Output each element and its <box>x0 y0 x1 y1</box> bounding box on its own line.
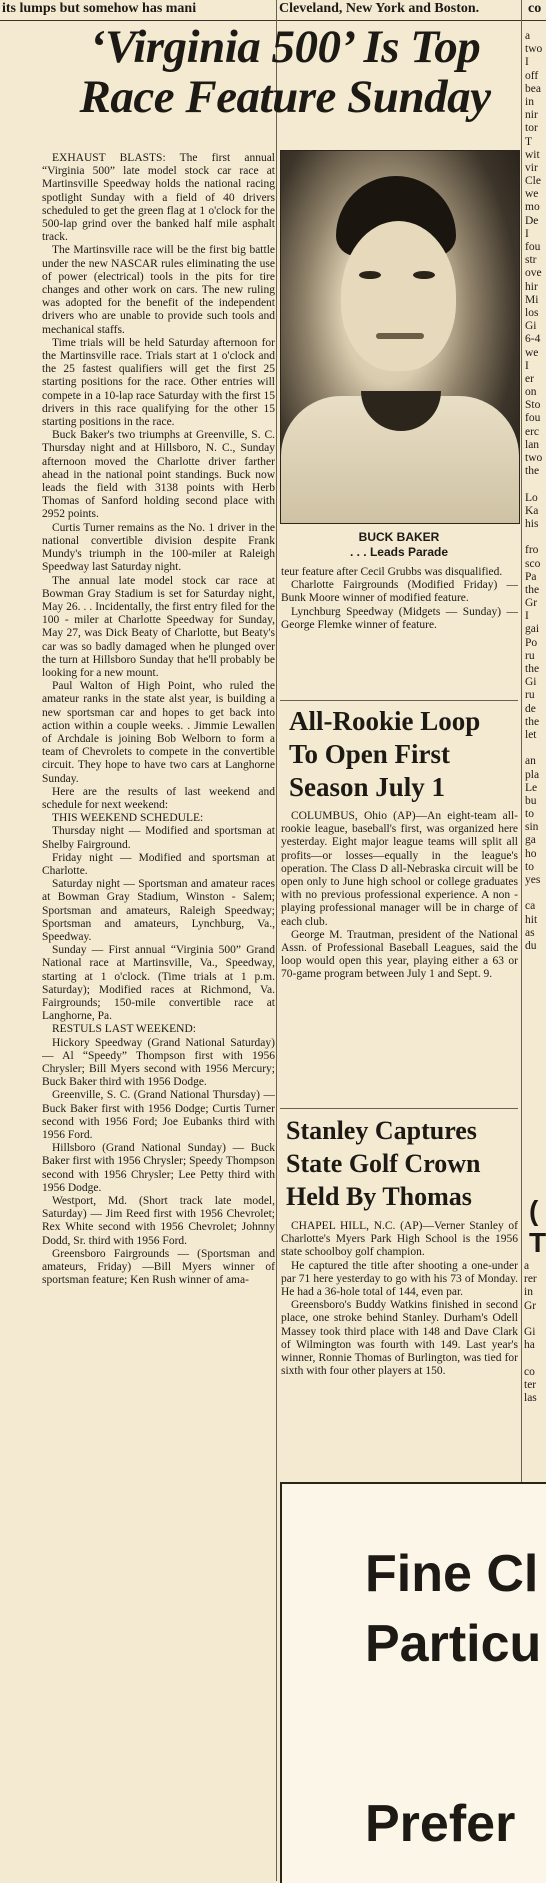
edge-line: las <box>524 1391 537 1404</box>
right-edge-column-lower <box>524 1260 546 1405</box>
para-2: The Martinsville race will be the first big battle under the new NASCAR rules eliminating the use of power (electrical) tools in the pits for tire changes and other work on cars. The new ruling was adopted for the benefit of the independent drivers who are unable to provide such tools and mechanical staffs. <box>42 244 275 336</box>
photo-caption-subtitle: . . . Leads Parade <box>349 545 449 559</box>
edge-line: the <box>525 715 540 728</box>
edge-line: fou <box>525 241 541 253</box>
edge-line <box>525 531 546 544</box>
continued-2: Charlotte Fairgrounds (Modified Friday) — Bunk Moore winner of modified feature. <box>281 579 518 605</box>
schedule-item-2: Friday night — Modified and sportsman at Charlotte. <box>42 851 275 877</box>
story3-para-1: CHAPEL HILL, N.C. (AP)—Verner Stanley of Charlotte's Myers Park High School is the 1956 state schoolboy golf champion. <box>281 1220 518 1259</box>
main-headline <box>40 22 530 122</box>
edge-line: Le <box>525 781 538 794</box>
edge-line: Gi <box>524 1325 536 1338</box>
story3-para-3: Greensboro's Buddy Watkins finished in second place, one stroke behind Stanley. Durham's Odell Massey took third place with 148 and Dave Clark of Wilmington was fourth with 149. Last year's winner, Ronnie Thomas of Burlington, was tied for sixth with four other players at 150. <box>281 1299 518 1378</box>
edge-big-letters <box>529 1195 546 1259</box>
edge-line: Mi <box>525 293 539 306</box>
edge-line: in <box>525 95 534 108</box>
driver-photo <box>280 150 520 524</box>
edge-line: Po <box>525 636 538 649</box>
result-item-1: Hickory Speedway (Grand National Saturday) — Al “Speedy” Thompson first with 1956 Chrysler; Bill Myers second with 1956 Mercury; Buck Baker third with 1956 Dodge. <box>42 1036 275 1089</box>
edge-line: sin <box>525 821 539 834</box>
story2-body <box>281 810 518 982</box>
edge-line: ho <box>525 847 537 860</box>
left-column <box>42 152 275 1881</box>
edge-line: two <box>525 43 543 56</box>
story3-headline-line1: Stanley Captures <box>286 1116 477 1145</box>
edge-line: wit <box>525 148 540 161</box>
edge-line: du <box>525 939 537 952</box>
results-heading: RESTULS LAST WEEKEND: <box>52 1023 196 1036</box>
edge-line: ter <box>524 1378 537 1391</box>
para-6: The annual late model stock car race at Bowman Gray Stadium is set for Saturday night, May 26. . . Incidentally, the first entry filed for the 100 - miler at Charlotte Speedway for Sunday, May 27, was Dick Beaty of Charlotte, but Beaty's car was so badly damaged when he plunged over the turn at Hillsboro Sunday that he'll probably be looking for a new mount. <box>42 574 275 679</box>
edge-line: a <box>525 30 531 42</box>
edge-line: de <box>525 702 536 715</box>
edge-line: ha <box>524 1339 535 1352</box>
schedule-item-4: Sunday — First annual “Virginia 500” Grand National race at Martinsville, Va., Speedway, starting at 1 o'clock. (Time trials at 1 p.m. Saturday); Modified races at Richmond, Va. Fairgrounds; 150-mile convertible race at Langhorne, Pa. <box>42 944 275 1023</box>
edge-line: two <box>525 452 543 464</box>
main-headline-line2: Race Feature Sunday <box>79 71 491 123</box>
edge-line: in <box>524 1286 533 1299</box>
edge-line: the <box>525 663 540 675</box>
ad-line-3: Prefer <box>365 1795 516 1853</box>
edge-line: Gi <box>525 676 537 689</box>
story2-para-2: George M. Trautman, president of the National Assn. of Professional Baseball Leagues, said the loop would open this year, playing either a 63 or 70-game program between July 1 and Sept. 9. <box>281 928 518 981</box>
edge-line: off <box>525 69 539 82</box>
photo-caption-name: BUCK BAKER <box>358 530 440 544</box>
edge-line: bea <box>525 82 541 95</box>
edge-line: co <box>524 1365 535 1378</box>
story3-headline-line3: Held By Thomas <box>286 1182 472 1211</box>
edge-line <box>524 1313 546 1326</box>
result-item-2: Greenville, S. C. (Grand National Thursday) — Buck Baker first with 1956 Dodge; Curtis Turner second with 1956 Ford; Joe Eubanks third with 1956 Ford. <box>42 1089 275 1142</box>
edge-big-letter-1: ( <box>529 1195 539 1226</box>
top-strip-right: co <box>528 1 542 16</box>
main-headline-line1: ‘Virginia 500’ Is Top <box>89 21 481 73</box>
edge-line: Gr <box>525 597 538 610</box>
continued-1: teur feature after Cecil Grubbs was disqualified. <box>281 566 503 578</box>
edge-line: I <box>525 227 529 240</box>
edge-line: ca <box>525 900 536 913</box>
column-rule-center <box>276 0 277 1881</box>
top-strip <box>0 0 546 21</box>
edge-line: los <box>525 306 539 319</box>
edge-line: I <box>525 359 529 372</box>
edge-line: the <box>525 465 540 478</box>
edge-line: mo <box>525 201 540 214</box>
para-1: EXHAUST BLASTS: The first annual “Virginia 500” late model stock car race at Martinsville Speedway holds the national racing spotlight Sunday with a field of 40 drivers scheduled to get the green flag at 1 o'clock for the 500-lap grind over the banked half mile asphalt track. <box>42 152 275 244</box>
edge-line: his <box>525 517 539 530</box>
edge-line: De <box>525 214 539 227</box>
edge-line: sco <box>525 557 541 570</box>
edge-line: vir <box>525 161 538 174</box>
edge-line: pla <box>525 768 540 781</box>
para-3: Time trials will be held Saturday afternoon for the Martinsville race. Trials start at 1 o'clock and the 25 fastest qualifiers will get the first 25 starting positions for the race. Other entries will compete in a 10-lap race Saturday with the first 15 drivers in this race qualifying for the other 15 starting positions in the race. <box>42 336 275 429</box>
edge-line: ru <box>525 689 535 702</box>
story2-headline-line3: Season July 1 <box>289 772 446 802</box>
story2-headline-line1: All-Rookie Loop <box>289 706 481 736</box>
divider-2 <box>280 1108 518 1109</box>
continued-3: Lynchburg Speedway (Midgets — Sunday) — George Flemke winner of feature. <box>281 605 518 631</box>
edge-line: as <box>525 926 535 939</box>
edge-line: Gi <box>525 320 537 333</box>
schedule-heading: THIS WEEKEND SCHEDULE: <box>52 812 204 825</box>
edge-line: ru <box>525 649 535 662</box>
edge-line: rer <box>524 1273 537 1286</box>
story2-headline <box>289 705 519 804</box>
edge-line: Sto <box>525 399 541 412</box>
ad-line-1: Fine Cl <box>365 1545 539 1603</box>
story3-headline-line2: State Golf Crown <box>286 1149 481 1178</box>
edge-line: 6-4 <box>525 333 541 346</box>
edge-line: ga <box>525 834 536 847</box>
ad-line-2: Particu <box>365 1615 542 1673</box>
edge-big-letter-2: T <box>529 1227 546 1258</box>
edge-line: let <box>525 728 537 741</box>
edge-line: nir <box>525 109 538 122</box>
edge-line <box>525 887 546 900</box>
result-item-4: Westport, Md. (Short track late model, Saturday) — Jim Reed first with 1956 Chevrolet; Rex White second with 1956 Chevrolet; Johnny Dodd, Sr. third with 1956 Ford. <box>42 1195 275 1247</box>
photo-caption <box>280 530 518 560</box>
story3-body <box>281 1220 518 1378</box>
edge-line: Gr <box>524 1299 537 1312</box>
top-strip-left: its lumps but somehow has mani <box>2 1 197 16</box>
edge-line: to <box>525 860 534 873</box>
edge-line: erc <box>525 425 540 438</box>
advertisement <box>280 1482 546 1883</box>
para-4: Buck Baker's two triumphs at Greenville, S. C. Thursday night and at Hillsboro, N. C., Sunday afternoon moved the Charlotte driver farther ahead in the national point standings. Buck now leads the field with 3138 points with Herb Thomas of Sanford holding second place with 2952 points. <box>42 429 275 521</box>
edge-line: gai <box>525 623 540 636</box>
edge-line: str <box>525 254 537 267</box>
schedule-item-3: Saturday night — Sportsman and amateur races at Bowman Gray Stadium, Winston - Salem; Sportsman and amateurs, Raleigh Speedway; Sportsman and amateurs, Lynchburg, Va., Speedway. <box>42 878 275 943</box>
edge-line: er <box>525 372 534 385</box>
edge-line: we <box>525 346 539 359</box>
schedule-item-1: Thursday night — Modified and sportsman at Shelby Fairground. <box>42 825 275 851</box>
edge-line <box>524 1352 546 1365</box>
edge-line: hit <box>525 913 538 926</box>
edge-line <box>525 742 546 755</box>
edge-line <box>525 478 546 491</box>
edge-line: an <box>525 755 536 768</box>
story3-para-2: He captured the title after shooting a one-under par 71 here yesterday to go with his 73 of Monday. He had a 36-hole total of 144, even par. <box>281 1259 518 1299</box>
edge-line: fou <box>525 412 541 425</box>
divider-1 <box>280 700 518 701</box>
edge-line: tor <box>525 122 538 135</box>
result-item-3: Hillsboro (Grand National Sunday) — Buck Baker first with 1956 Chrysler; Speedy Thompson second with 1956 Chrysler; Lee Petty third with 1956 Dodge. <box>42 1142 275 1194</box>
edge-line: hir <box>525 280 538 293</box>
edge-line: Ka <box>525 504 539 517</box>
edge-line: T <box>525 135 533 148</box>
edge-line: we <box>525 188 539 201</box>
edge-line: I <box>525 56 529 69</box>
edge-line: I <box>525 610 529 623</box>
edge-line: fro <box>525 544 539 557</box>
para-7: Paul Walton of High Point, who ruled the amateur ranks in the state alst year, is building a new sportsman car and hopes to get back into action within a couple weeks. . Jimmie Lewallen of Archdale is joining Bob Welborn to form a team of Chevrolets to compete in the convertible circuit. They hope to have two cars at Langhorne Sunday. <box>42 680 275 785</box>
result-item-5: Greensboro Fairgrounds — (Sportsman and amateurs, Friday) —Bill Myers winner of sportsman feature; Ken Rush winner of ama- <box>42 1247 275 1287</box>
edge-line: lan <box>525 438 540 451</box>
column-rule-right <box>521 0 522 1482</box>
top-strip-middle: Cleveland, New York and Boston. <box>279 1 480 16</box>
edge-line: Lo <box>525 491 538 504</box>
edge-line: to <box>525 808 534 821</box>
edge-line: ove <box>525 267 542 280</box>
edge-line: a <box>524 1260 530 1272</box>
right-column-continued <box>281 566 518 632</box>
para-8: Here are the results of last weekend and schedule for next weekend: <box>42 785 275 811</box>
edge-line: on <box>525 386 537 399</box>
story2-headline-line2: To Open First <box>289 739 451 769</box>
edge-line: the <box>525 583 540 596</box>
story3-headline <box>286 1114 522 1213</box>
edge-line: Cle <box>525 175 541 188</box>
edge-line: bu <box>525 794 537 807</box>
edge-line: yes <box>525 874 541 886</box>
right-edge-column <box>525 30 546 953</box>
edge-line: Pa <box>525 570 537 583</box>
para-5: Curtis Turner remains as the No. 1 driver in the national convertible division despite Frank Mundy's triumph in the 100-miler at Raleigh Speedway last Saturday night. <box>42 521 275 574</box>
story2-para-1: COLUMBUS, Ohio (AP)—An eight-team all-rookie league, baseball's first, was organized here yesterday. Eight major league teams will split all profits—or losses—equally in the league's operation. The Class D all-Nebraska circuit will be open only to June high school or college graduates with no previous professional experience. A non - playing professional manager will be in charge of each club. <box>281 810 518 928</box>
